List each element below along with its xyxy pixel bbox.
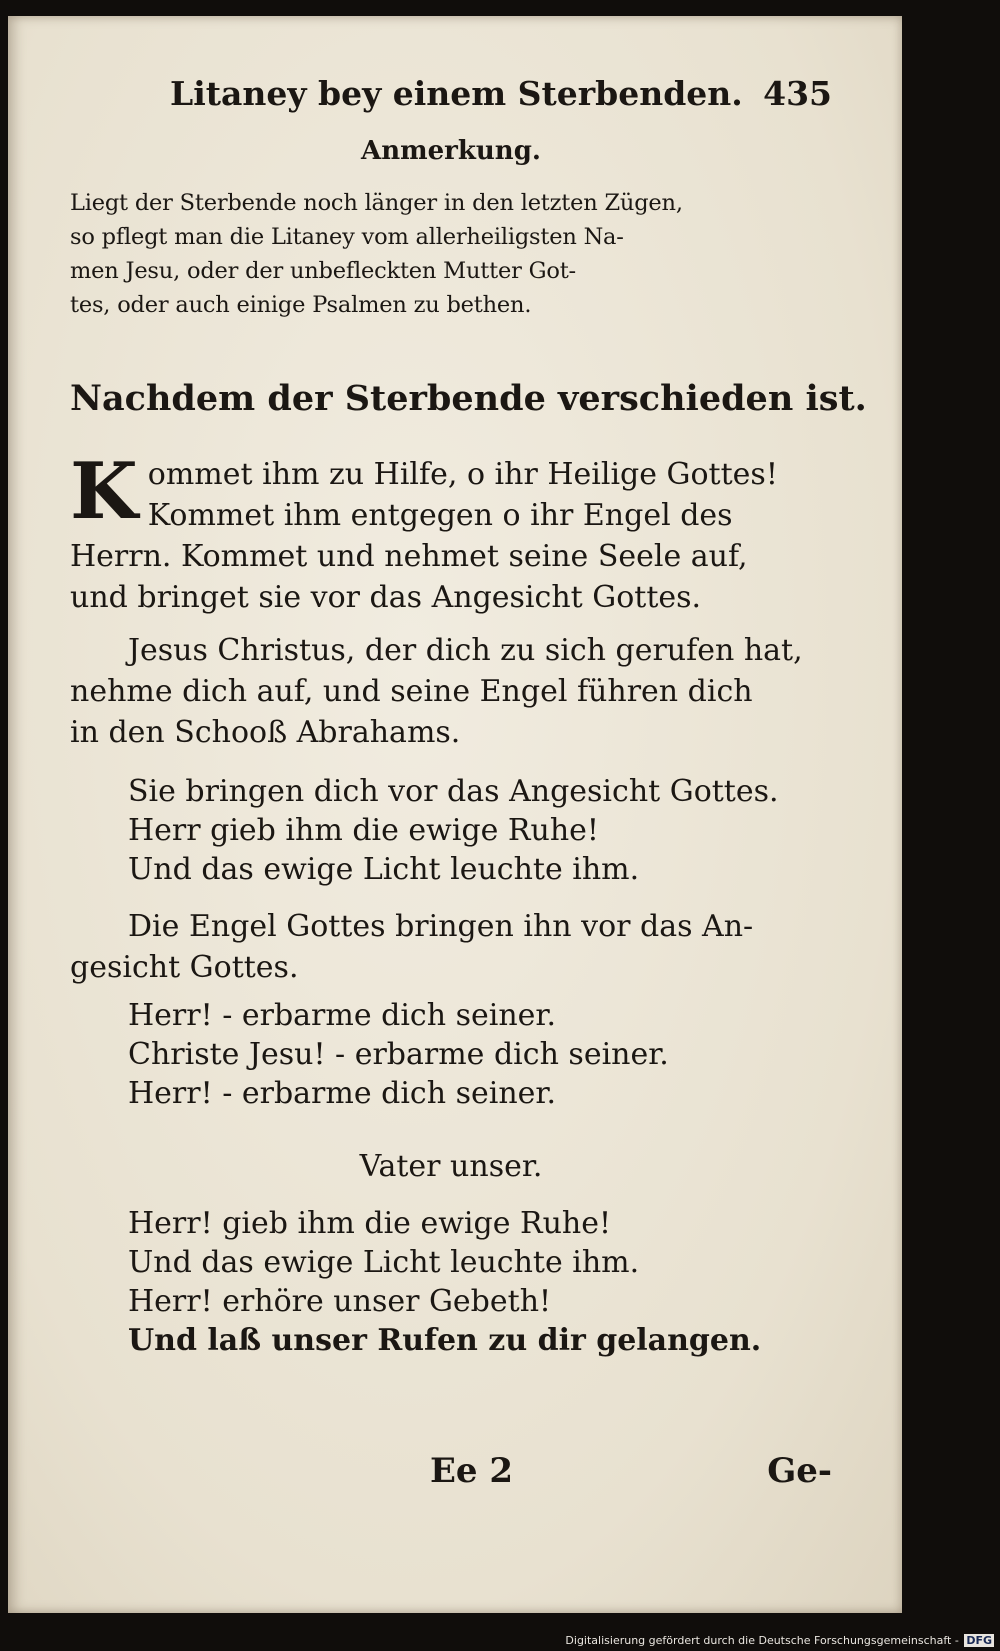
response-block-2 — [70, 996, 890, 1113]
drop-cap: K — [70, 446, 138, 537]
paragraph-line: gesicht Gottes. — [70, 950, 299, 985]
response-line: Herr! gieb ihm die ewige Ruhe! — [128, 1206, 612, 1241]
page-footer — [70, 1451, 832, 1501]
note-title: Anmerkung. — [361, 136, 541, 166]
credit-text: Digitalisierung gefördert durch die Deutsche Forschungsgemeinschaft - — [565, 1634, 959, 1647]
paragraph-line: und bringet sie vor das Angesicht Gottes. — [70, 580, 702, 615]
page-number: 435 — [763, 74, 832, 113]
note-line: tes, oder auch einige Psalmen zu bethen. — [70, 292, 532, 318]
signature-mark: Ee 2 — [430, 1451, 514, 1491]
header-title: Litaney bey einem Sterbenden. — [170, 74, 743, 113]
vater-unser-heading: Vater unser. — [359, 1149, 543, 1184]
response-line: Herr! erhöre unser Gebeth! — [128, 1284, 552, 1319]
paragraph-line: Die Engel Gottes bringen ihn vor das An- — [128, 909, 754, 944]
note-line: men Jesu, oder der unbefleckten Mutter Got- — [70, 258, 576, 284]
dfg-logo-badge: DFG — [966, 1634, 992, 1647]
paragraph-line: Jesus Christus, der dich zu sich gerufen hat, — [128, 633, 803, 668]
prayer-paragraph-2 — [70, 630, 832, 753]
paragraph-line: in den Schooß Abrahams. — [70, 715, 461, 750]
paragraph-line: nehme dich auf, und seine Engel führen dich — [70, 674, 753, 709]
response-line: Und das ewige Licht leuchte ihm. — [128, 852, 640, 887]
response-line: Und laß unser Rufen zu dir gelangen. — [128, 1323, 762, 1358]
note-line: so pflegt man die Litaney vom allerheiligsten Na- — [70, 224, 624, 250]
note-paragraph — [70, 186, 892, 322]
book-page — [8, 16, 902, 1613]
note-line: Liegt der Sterbende noch länger in den letzten Zügen, — [70, 190, 683, 216]
response-line: Herr! - erbarme dich seiner. — [128, 998, 556, 1033]
catchword: Ge- — [767, 1451, 832, 1491]
paragraph-line: Kommet ihm entgegen o ihr Engel des — [147, 498, 733, 533]
digitization-credit — [565, 1634, 994, 1647]
prayer-paragraph-1 — [70, 446, 832, 618]
response-block-3 — [70, 1204, 890, 1360]
section-title: Nachdem der Sterbende verschieden ist. — [70, 378, 867, 419]
prayer-paragraph-3 — [70, 906, 832, 988]
response-line: Christe Jesu! - erbarme dich seiner. — [128, 1037, 669, 1072]
paragraph-line: ommet ihm zu Hilfe, o ihr Heilige Gottes! — [147, 457, 778, 492]
response-block-1 — [70, 772, 890, 889]
running-header — [70, 74, 832, 124]
response-line: Und das ewige Licht leuchte ihm. — [128, 1245, 640, 1280]
response-line: Sie bringen dich vor das Angesicht Gottes. — [128, 774, 779, 809]
response-line: Herr! - erbarme dich seiner. — [128, 1076, 556, 1111]
response-line: Herr gieb ihm die ewige Ruhe! — [128, 813, 599, 848]
paragraph-line: Herrn. Kommet und nehmet seine Seele auf, — [70, 539, 748, 574]
